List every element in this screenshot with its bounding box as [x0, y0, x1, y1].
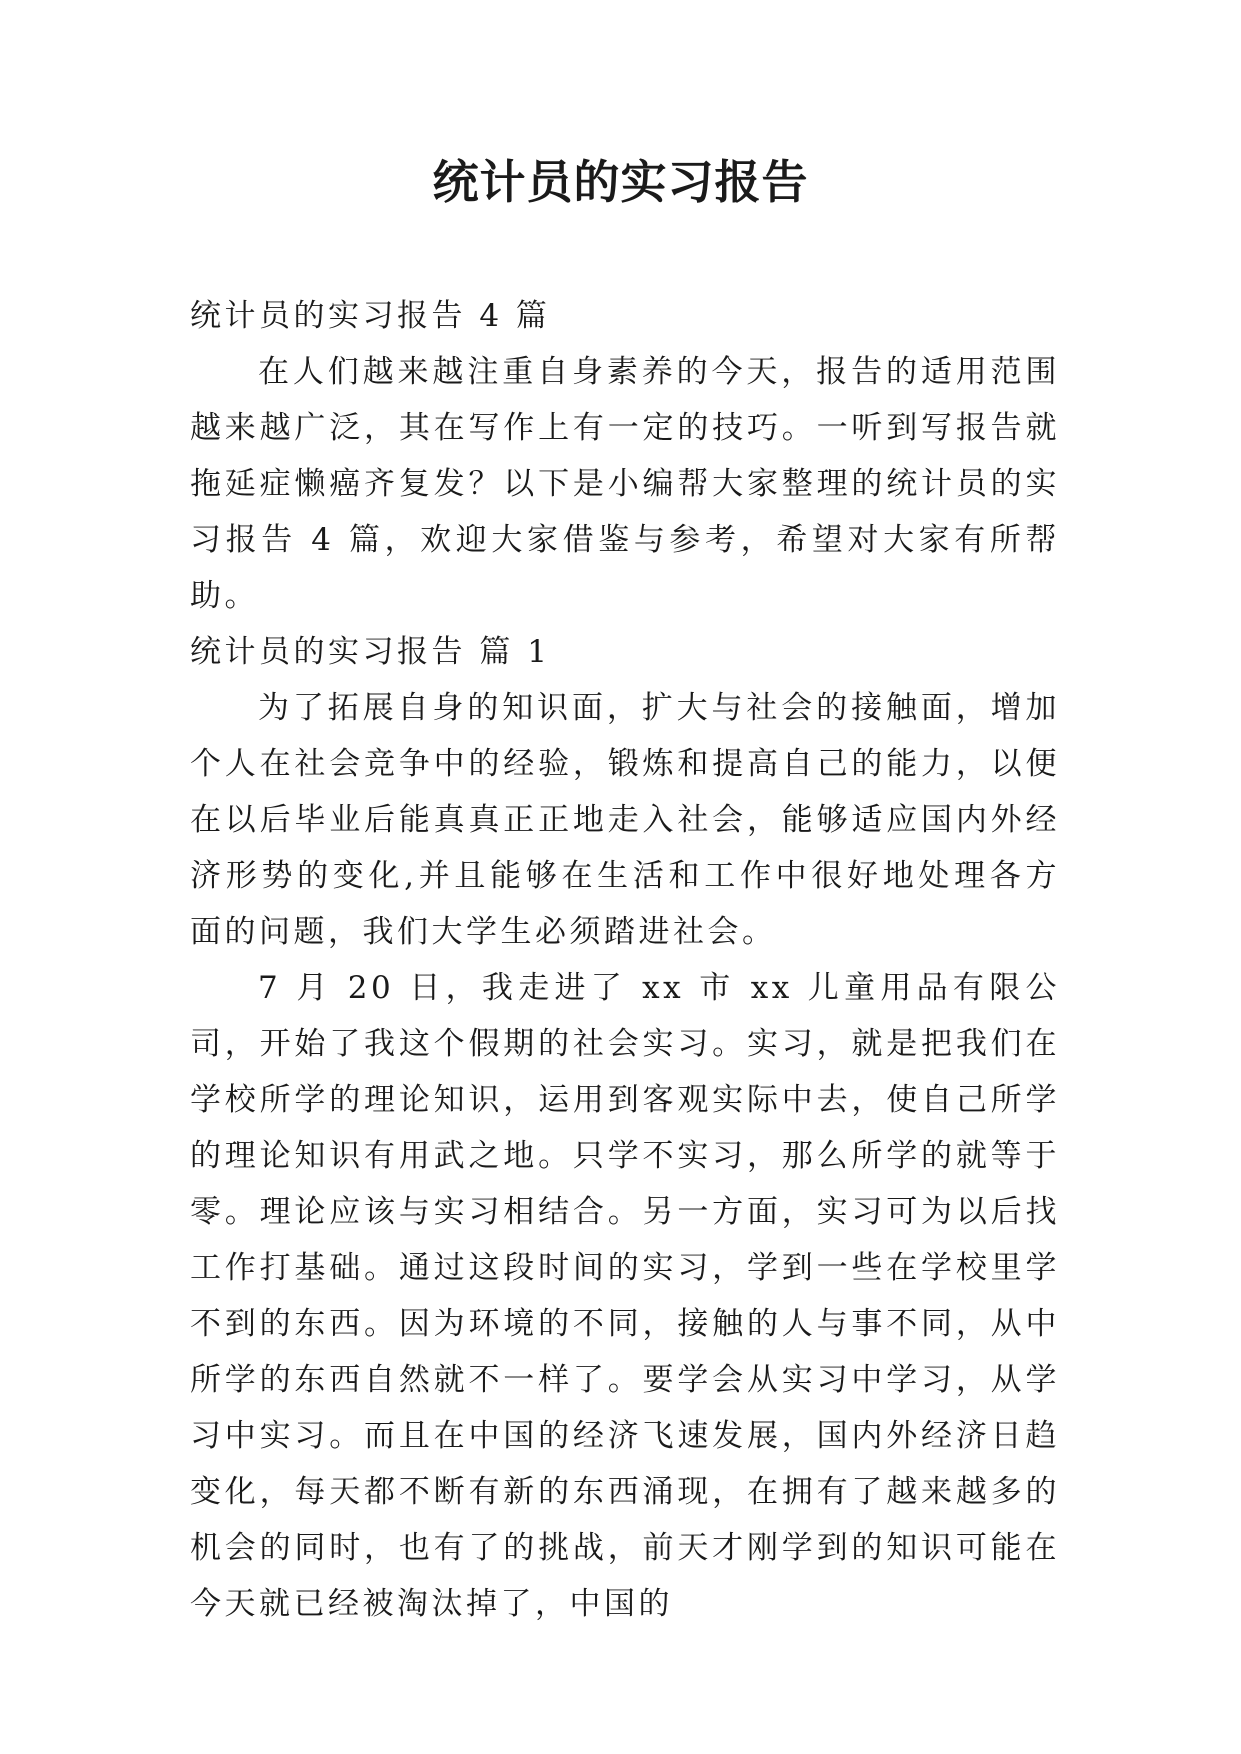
section-heading: 统计员的实习报告 篇 1 [190, 634, 551, 670]
document-title: 统计员的实习报告 [432, 155, 809, 209]
document-body [190, 288, 1060, 1632]
body-paragraph-2: 7 月 20 日，我走进了 xx 市 xx 儿童用品有限公司，开始了我这个假期的社会实习。实习，就是把我们在学校所学的理论知识，运用到客观实际中去，使自己所学的理论知识有用武之地。只学不实习，那么所学的就等于零。理论应该与实习相结合。另一方面，实习可为以后找工作打基础。通过这段时间的实习，学到一些在学校里学不到的东西。因为环境的不同，接触的人与事不同，从中所学的东西自然就不一样了。要学会从实习中学习，从学习中实习。而且在中国的经济飞速发展，国内外经济日趋变化，每天都不断有新的东西涌现，在拥有了越来越多的机会的同时，也有了的挑战，前天才刚学到的知识可能在今天就已经被淘汰掉了，中国的 [190, 970, 1060, 1622]
body-paragraph-1: 为了拓展自身的知识面，扩大与社会的接触面，增加个人在社会竞争中的经验，锻炼和提高自己的能力，以便在以后毕业后能真真正正地走入社会，能够适应国内外经济形势的变化,并且能够在生活和工作中很好地处理各方面的问题，我们大学生必须踏进社会。 [190, 690, 1060, 950]
intro-paragraph: 在人们越来越注重自身素养的今天，报告的适用范围越来越广泛，其在写作上有一定的技巧。一听到写报告就拖延症懒癌齐复发？以下是小编帮大家整理的统计员的实习报告 4 篇，欢迎大家借鉴与参考，希望对大家有所帮助。 [190, 354, 1060, 614]
document-subtitle: 统计员的实习报告 4 篇 [190, 298, 551, 334]
